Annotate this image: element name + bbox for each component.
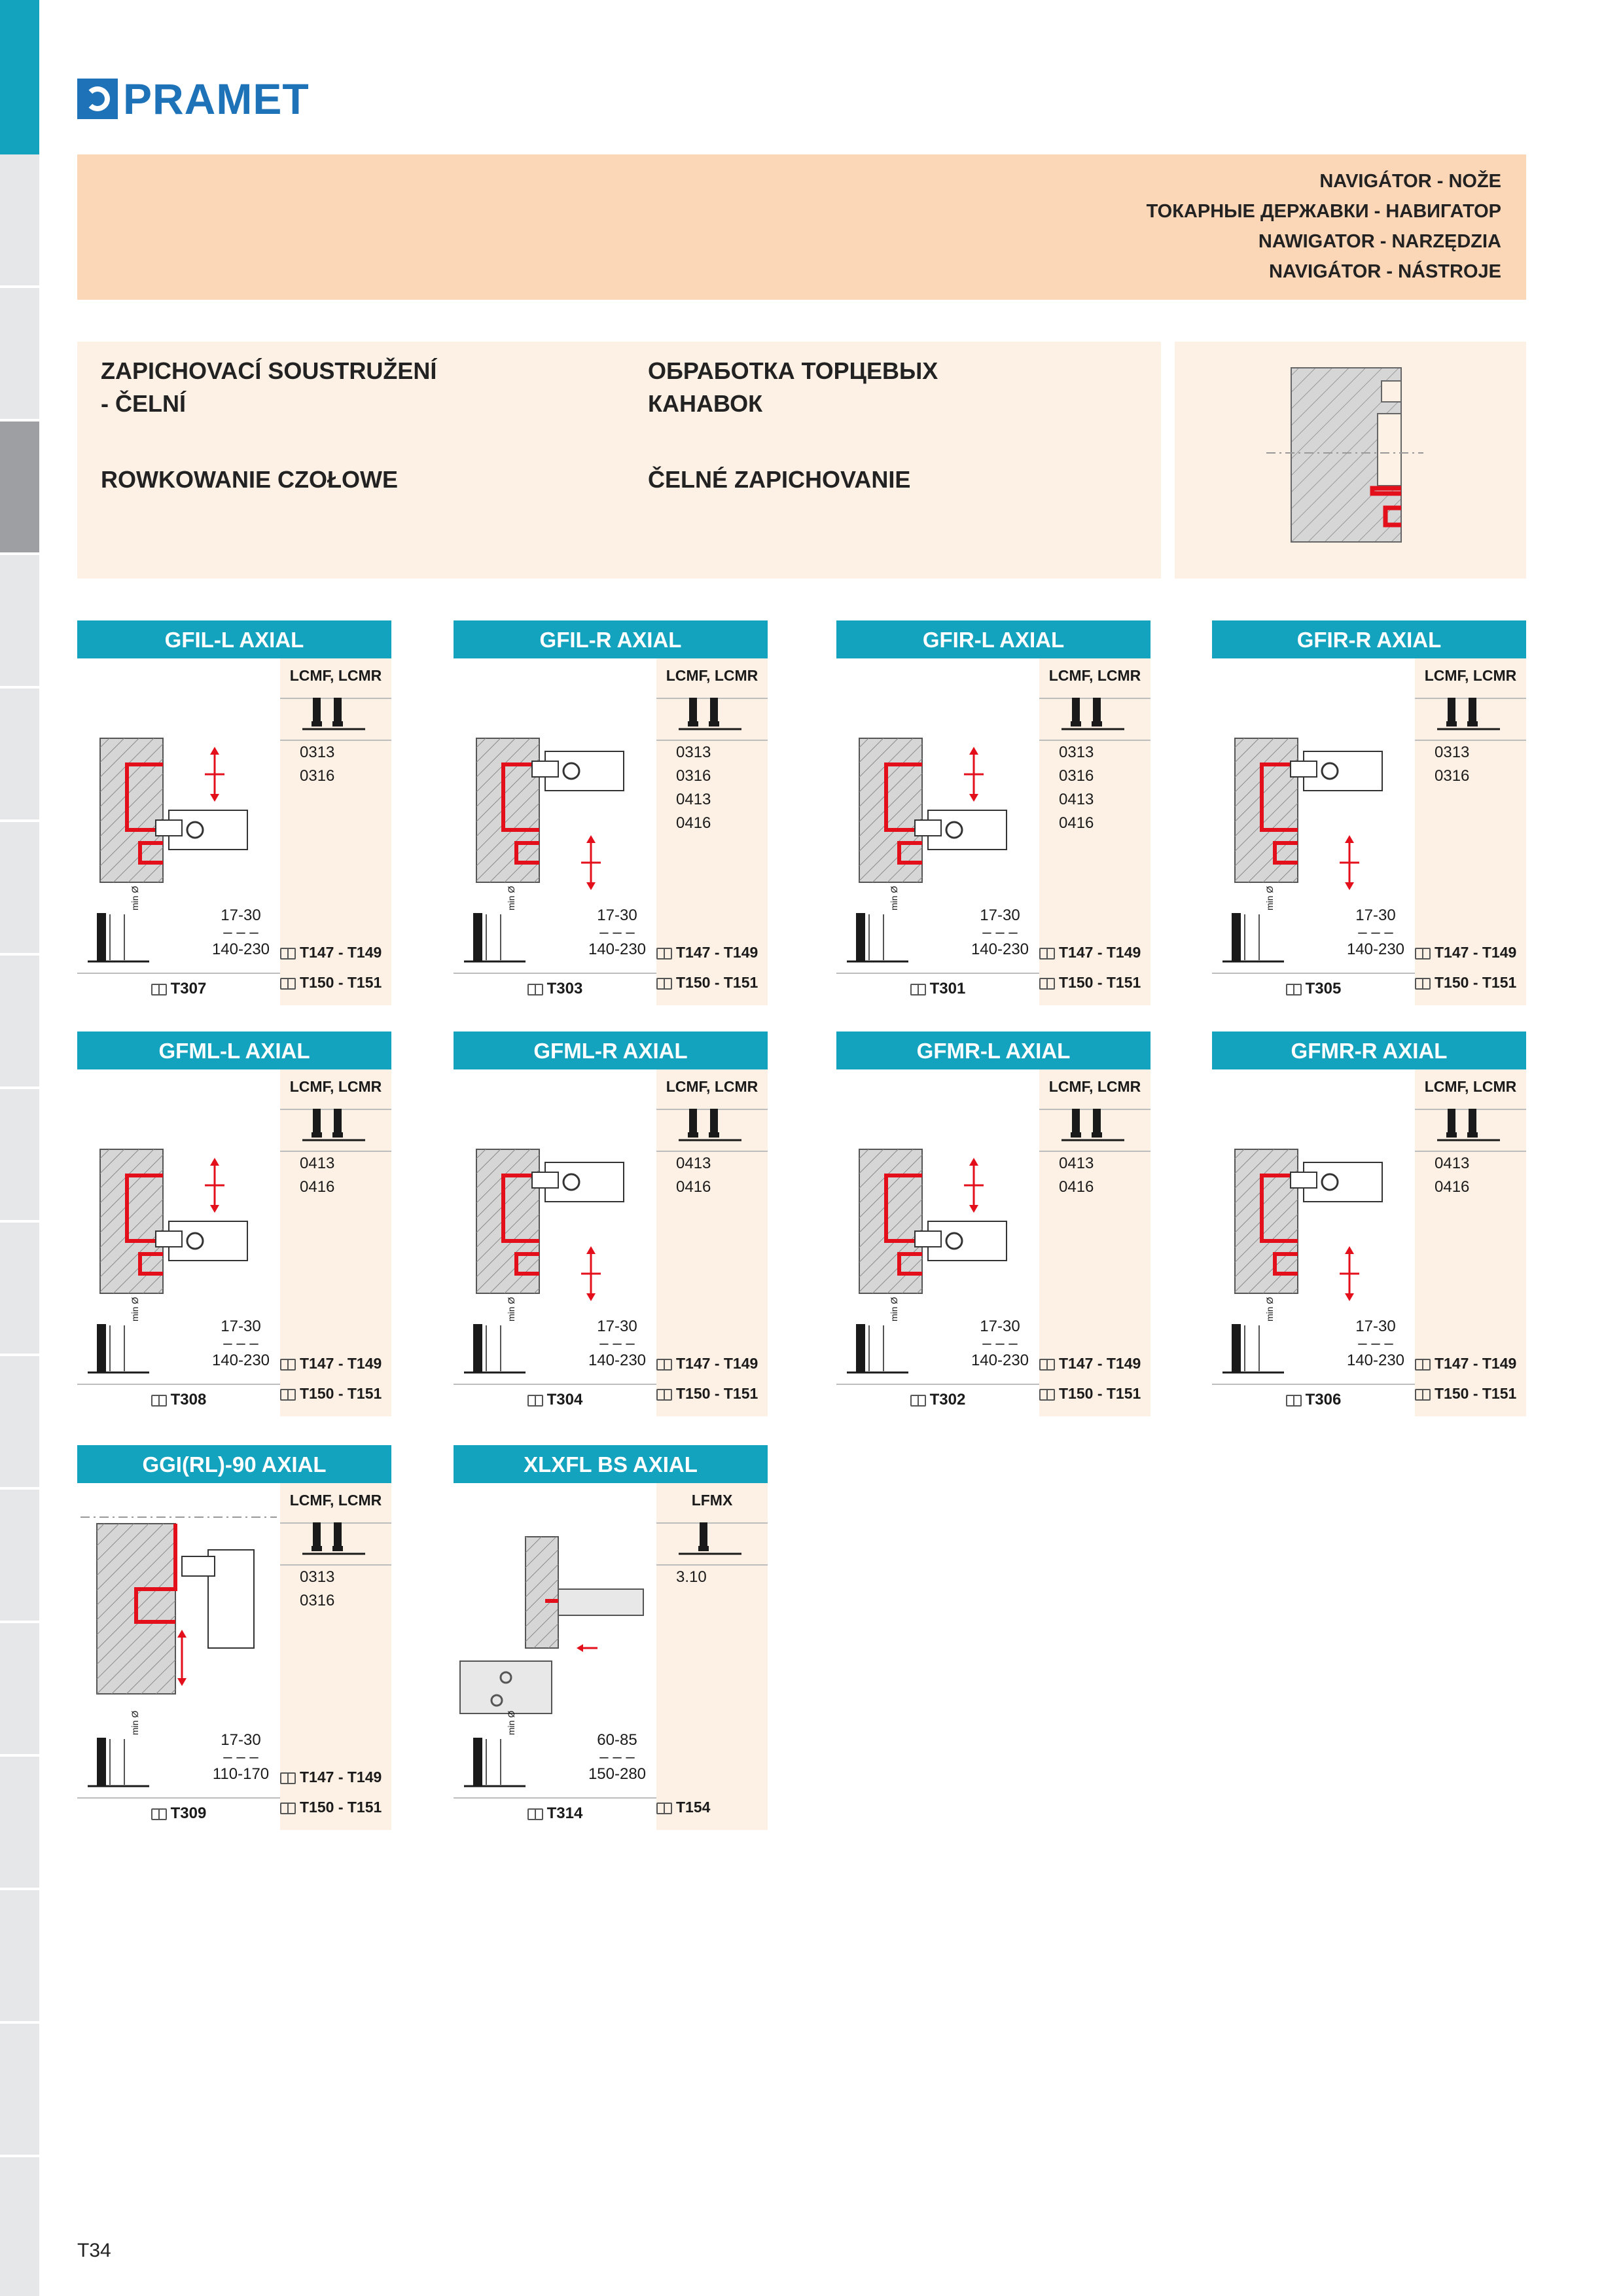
- insert-grades: LCMF, LCMR: [1424, 1078, 1517, 1095]
- tool-drawing-area: [454, 1491, 656, 1733]
- sidebar-tab[interactable]: [0, 1356, 39, 1490]
- divider: [454, 1797, 656, 1799]
- tool-drawing-area: [77, 666, 280, 908]
- insert-icon: [1059, 1106, 1131, 1144]
- insert-size: 0416: [676, 814, 711, 832]
- book-icon: [151, 984, 167, 996]
- insert-page-ref[interactable]: T147 - T149: [1415, 942, 1526, 962]
- tool-drawing-area: [77, 1491, 280, 1733]
- face-groove-diagram: [1175, 342, 1526, 579]
- axial-range: 17-30: [221, 1731, 261, 1749]
- tool-card[interactable]: [77, 620, 391, 1005]
- insert-grades: LFMX: [691, 1492, 733, 1509]
- book-icon: [280, 1772, 296, 1784]
- insert-shape: [300, 1520, 372, 1561]
- insert-page-ref[interactable]: T147 - T149: [1039, 942, 1150, 962]
- diameter-range-values: 140-230: [971, 1352, 1029, 1369]
- axial-range: 17-30: [1355, 1318, 1396, 1335]
- sidebar-tab[interactable]: [0, 689, 39, 822]
- insert-icon: [1059, 695, 1131, 733]
- dash-separator: – – –: [599, 1748, 635, 1766]
- diameter-range-values: 140-230: [588, 941, 647, 958]
- tool-card-title[interactable]: GFMR-L AXIAL: [836, 1031, 1150, 1069]
- insert-page-ref-2[interactable]: T150 - T151: [280, 973, 391, 992]
- book-icon: [1039, 1389, 1055, 1401]
- insert-page-ref[interactable]: T147 - T149: [656, 942, 768, 962]
- insert-grades: LCMF, LCMR: [289, 667, 382, 684]
- axial-range: 17-30: [221, 1318, 261, 1335]
- header-line-ru: ТОКАРНЫЕ ДЕРЖАВКИ - НАВИГАТОР: [1146, 201, 1501, 222]
- divider: [77, 973, 280, 974]
- divider: [836, 1384, 1039, 1385]
- book-icon: [151, 1395, 167, 1407]
- diameter-range-icon: [1212, 1315, 1291, 1380]
- tool-drawing: [836, 666, 1039, 908]
- insert-grades: LCMF, LCMR: [1048, 667, 1141, 684]
- diameter-values: [202, 1318, 280, 1369]
- insert-grades: LCMF, LCMR: [666, 1078, 758, 1095]
- dash-separator: – – –: [599, 1335, 635, 1352]
- tool-card-body: [836, 658, 1150, 1005]
- insert-size: 3.10: [676, 1568, 707, 1586]
- insert-page-ref-2[interactable]: T150 - T151: [1039, 1384, 1150, 1403]
- page-number: T34: [77, 2240, 111, 2261]
- insert-page-ref[interactable]: T147 - T149: [280, 1354, 391, 1373]
- insert-size: 0413: [1435, 1155, 1470, 1172]
- tool-card[interactable]: [454, 1445, 768, 1830]
- insert-sizes: [280, 1566, 391, 1613]
- insert-size: 0316: [676, 767, 711, 785]
- holder-page-ref[interactable]: T314: [454, 1804, 656, 1823]
- divider: [77, 1797, 280, 1799]
- intro-title-pl: ROWKOWANIE CZOŁOWE: [101, 466, 398, 493]
- diameter-values: [961, 907, 1039, 958]
- tool-card-title[interactable]: GFMR-R AXIAL: [1212, 1031, 1526, 1069]
- insert-page-ref-2[interactable]: T150 - T151: [280, 1384, 391, 1403]
- tool-drawing: [1212, 666, 1415, 908]
- insert-grades: LCMF, LCMR: [289, 1078, 382, 1095]
- tool-card-body: [836, 1069, 1150, 1416]
- diameter-values: [578, 1318, 656, 1369]
- insert-sizes: [280, 741, 391, 788]
- dash-separator: – – –: [982, 924, 1018, 941]
- insert-shape: [676, 695, 748, 736]
- book-icon: [280, 978, 296, 990]
- axial-range: 17-30: [597, 1318, 637, 1335]
- axial-range: 17-30: [980, 906, 1020, 924]
- diameter-values: [578, 907, 656, 958]
- insert-page-ref-2[interactable]: T150 - T151: [656, 1384, 768, 1403]
- diameter-range-icon: [454, 904, 532, 969]
- pramet-logo: [77, 76, 310, 122]
- sidebar-accent: [0, 0, 39, 154]
- tool-card-body: [77, 1483, 391, 1830]
- insert-size: 0316: [300, 1592, 335, 1609]
- book-icon: [1415, 1389, 1431, 1401]
- axial-range: 17-30: [1355, 906, 1396, 924]
- insert-size: 0313: [300, 1568, 335, 1586]
- insert-icon: [300, 1520, 372, 1558]
- insert-icon: [1435, 1106, 1507, 1144]
- tool-drawing: [454, 1491, 656, 1733]
- insert-page-ref-2[interactable]: T150 - T151: [1415, 973, 1526, 992]
- sidebar-tab[interactable]: [0, 1223, 39, 1356]
- insert-shape: [1435, 1106, 1507, 1147]
- insert-page-ref[interactable]: T147 - T149: [656, 1354, 768, 1373]
- tool-card[interactable]: [1212, 620, 1526, 1005]
- holder-page-ref[interactable]: T302: [836, 1390, 1039, 1410]
- face-grooving-illustration: [1175, 342, 1526, 579]
- intro-title-sk: ČELNÉ ZAPICHOVANIE: [648, 466, 911, 493]
- min-diameter-label: min Ø: [1264, 886, 1275, 910]
- diameter-range-values: 140-230: [1346, 941, 1405, 958]
- tool-card[interactable]: [77, 1445, 391, 1830]
- tool-card-title[interactable]: GFIR-R AXIAL: [1212, 620, 1526, 658]
- book-icon: [1415, 1359, 1431, 1371]
- dash-separator: – – –: [982, 1335, 1018, 1352]
- insert-icon: [676, 1520, 748, 1558]
- tool-drawing: [1212, 1077, 1415, 1319]
- tool-card-title[interactable]: GFIL-L AXIAL: [77, 620, 391, 658]
- insert-sizes: [1415, 741, 1526, 788]
- diameter-values: [961, 1318, 1039, 1369]
- sidebar-tab[interactable]: [0, 1757, 39, 1890]
- tool-card-title[interactable]: GFIL-R AXIAL: [454, 620, 768, 658]
- insert-sizes: [1039, 1152, 1150, 1199]
- diameter-range-values: 140-230: [211, 1352, 270, 1369]
- book-icon: [280, 1803, 296, 1814]
- book-icon: [527, 1395, 543, 1407]
- tool-drawing-area: [1212, 666, 1415, 908]
- diameter-range-values: 140-230: [971, 941, 1029, 958]
- tool-card-body: [1212, 1069, 1526, 1416]
- tool-card-title[interactable]: GFML-R AXIAL: [454, 1031, 768, 1069]
- diameter-range-icon: [454, 1315, 532, 1380]
- insert-size: 0413: [1059, 791, 1094, 808]
- axial-range: 17-30: [221, 906, 261, 924]
- diameter-range-icon: [1212, 904, 1291, 969]
- holder-page-ref[interactable]: T306: [1212, 1390, 1415, 1410]
- insert-page-ref[interactable]: T147 - T149: [1039, 1354, 1150, 1373]
- sidebar-tab[interactable]: [0, 822, 39, 956]
- book-icon: [1039, 1359, 1055, 1371]
- diameter-range-icon: [836, 1315, 915, 1380]
- insert-size: 0316: [1435, 767, 1470, 785]
- sidebar-tab[interactable]: [0, 1490, 39, 1623]
- tool-drawing-area: [1212, 1077, 1415, 1319]
- tool-drawing-area: [836, 1077, 1039, 1319]
- tool-card-title[interactable]: GFML-L AXIAL: [77, 1031, 391, 1069]
- holder-page-ref[interactable]: T307: [77, 979, 280, 999]
- diameter-range-values: 110-170: [212, 1765, 270, 1783]
- book-icon: [656, 1359, 672, 1371]
- diameter-range-icon: [836, 904, 915, 969]
- insert-grades: LCMF, LCMR: [666, 667, 758, 684]
- tool-drawing-area: [454, 1077, 656, 1319]
- holder-page-ref[interactable]: T303: [454, 979, 656, 999]
- insert-size: 0413: [676, 1155, 711, 1172]
- book-icon: [280, 1389, 296, 1401]
- insert-shape: [676, 1520, 748, 1561]
- insert-shape: [300, 695, 372, 736]
- insert-size: 0316: [1059, 767, 1094, 785]
- insert-icon: [1435, 695, 1507, 733]
- axial-range: 17-30: [597, 906, 637, 924]
- tool-card-body: [454, 1069, 768, 1416]
- brand-name: PRAMET: [123, 75, 310, 123]
- insert-size: 0316: [300, 767, 335, 785]
- tool-card[interactable]: [836, 1031, 1150, 1416]
- sidebar-tab[interactable]: [0, 956, 39, 1089]
- diameter-values: [578, 1732, 656, 1783]
- min-diameter-label: min Ø: [506, 1297, 516, 1321]
- min-diameter-label: min Ø: [130, 886, 140, 910]
- divider: [1212, 973, 1415, 974]
- axial-range: 17-30: [980, 1318, 1020, 1335]
- dash-separator: – – –: [223, 924, 259, 941]
- header-line-sk: NAVIGÁTOR - NÁSTROJE: [1268, 261, 1501, 282]
- insert-icon: [300, 1106, 372, 1144]
- tool-drawing: [77, 666, 280, 908]
- insert-shape: [676, 1106, 748, 1147]
- tool-card-body: [454, 1483, 768, 1830]
- tool-card-title[interactable]: GGI(RL)-90 AXIAL: [77, 1445, 391, 1483]
- tool-drawing-area: [77, 1077, 280, 1319]
- sidebar-tab[interactable]: [0, 154, 39, 288]
- insert-size: 0416: [1059, 1178, 1094, 1196]
- insert-sizes: [656, 1152, 768, 1199]
- book-icon: [656, 1389, 672, 1401]
- pramet-logo-icon: [77, 79, 118, 119]
- tool-card-body: [1212, 658, 1526, 1005]
- insert-sizes: [656, 1566, 768, 1589]
- divider: [454, 1384, 656, 1385]
- insert-page-ref-2[interactable]: T150 - T151: [1039, 973, 1150, 992]
- axial-range: 60-85: [597, 1731, 637, 1749]
- insert-size: 0416: [676, 1178, 711, 1196]
- book-icon: [527, 1808, 543, 1820]
- book-icon: [656, 948, 672, 960]
- dash-separator: – – –: [599, 924, 635, 941]
- diameter-range-values: 140-230: [588, 1352, 647, 1369]
- book-icon: [280, 948, 296, 960]
- sidebar-index: [0, 0, 39, 2296]
- insert-icon: [676, 695, 748, 733]
- tool-card-body: [77, 1069, 391, 1416]
- header-line-cz: NAVIGÁTOR - NOŽE: [1319, 171, 1501, 192]
- insert-size: 0413: [676, 791, 711, 808]
- tool-drawing: [77, 1491, 280, 1733]
- tool-card[interactable]: [77, 1031, 391, 1416]
- book-icon: [1415, 948, 1431, 960]
- divider: [836, 973, 1039, 974]
- min-diameter-label: min Ø: [1264, 1297, 1275, 1321]
- intro-title-ru: ОБРАБОТКА ТОРЦЕВЫХ КАНАВОК: [648, 357, 938, 417]
- min-diameter-label: min Ø: [130, 1710, 140, 1735]
- book-icon: [280, 1359, 296, 1371]
- insert-size: 0313: [1435, 744, 1470, 761]
- holder-page-ref[interactable]: T304: [454, 1390, 656, 1410]
- divider: [454, 973, 656, 974]
- insert-size: 0416: [1435, 1178, 1470, 1196]
- insert-size: 0313: [676, 744, 711, 761]
- diameter-range-icon: [77, 1315, 156, 1380]
- insert-shape: [1059, 695, 1131, 736]
- insert-grades: LCMF, LCMR: [1424, 667, 1517, 684]
- insert-size: 0416: [1059, 814, 1094, 832]
- diameter-range-values: 150-280: [588, 1765, 647, 1783]
- divider: [77, 1384, 280, 1385]
- book-icon: [656, 978, 672, 990]
- tool-drawing-area: [454, 666, 656, 908]
- insert-grades: LCMF, LCMR: [289, 1492, 382, 1509]
- book-icon: [151, 1808, 167, 1820]
- book-icon: [1039, 978, 1055, 990]
- tool-card[interactable]: [1212, 1031, 1526, 1416]
- insert-grades: LCMF, LCMR: [1048, 1078, 1141, 1095]
- intro-title-cz: ZAPICHOVACÍ SOUSTRUŽENÍ - ČELNÍ: [101, 357, 437, 417]
- holder-page-ref[interactable]: T305: [1212, 979, 1415, 999]
- tool-card-body: [454, 658, 768, 1005]
- tool-drawing: [836, 1077, 1039, 1319]
- insert-shape: [300, 1106, 372, 1147]
- navigator-header: [77, 154, 1526, 300]
- divider: [1212, 1384, 1415, 1385]
- tool-card-title[interactable]: XLXFL BS AXIAL: [454, 1445, 768, 1483]
- intro-panel: [77, 342, 1161, 579]
- insert-page-ref[interactable]: T147 - T149: [1415, 1354, 1526, 1373]
- book-icon: [527, 984, 543, 996]
- insert-shape: [1435, 695, 1507, 736]
- sidebar-tab-active[interactable]: [0, 422, 39, 555]
- tool-drawing: [454, 1077, 656, 1319]
- tool-drawing: [454, 666, 656, 908]
- sidebar-tab[interactable]: [0, 1890, 39, 2024]
- insert-size: 0313: [1059, 744, 1094, 761]
- insert-size: 0416: [300, 1178, 335, 1196]
- book-icon: [1415, 978, 1431, 990]
- diameter-range-icon: [77, 1729, 156, 1794]
- book-icon: [910, 984, 926, 996]
- tool-card[interactable]: [836, 620, 1150, 1005]
- insert-sizes: [1039, 741, 1150, 835]
- diameter-values: [1336, 1318, 1415, 1369]
- tool-card[interactable]: [454, 1031, 768, 1416]
- insert-icon: [676, 1106, 748, 1144]
- insert-sizes: [1415, 1152, 1526, 1199]
- tool-drawing: [77, 1077, 280, 1319]
- tool-card[interactable]: [454, 620, 768, 1005]
- dash-separator: – – –: [1358, 1335, 1393, 1352]
- book-icon: [1286, 1395, 1302, 1407]
- book-icon: [1286, 984, 1302, 996]
- holder-page-ref[interactable]: T308: [77, 1390, 280, 1410]
- min-diameter-label: min Ø: [889, 886, 899, 910]
- insert-page-ref-2[interactable]: T150 - T151: [280, 1797, 391, 1817]
- insert-sizes: [280, 1152, 391, 1199]
- insert-page-ref[interactable]: T147 - T149: [280, 1767, 391, 1787]
- dash-separator: – – –: [1358, 924, 1393, 941]
- dash-separator: – – –: [223, 1335, 259, 1352]
- insert-sizes: [656, 741, 768, 835]
- book-icon: [1039, 948, 1055, 960]
- insert-page-ref-2[interactable]: T154: [656, 1797, 768, 1817]
- insert-icon: [300, 695, 372, 733]
- holder-page-ref[interactable]: T301: [836, 979, 1039, 999]
- insert-page-ref-2[interactable]: T150 - T151: [1415, 1384, 1526, 1403]
- min-diameter-label: min Ø: [506, 1710, 516, 1735]
- insert-page-ref[interactable]: T147 - T149: [280, 942, 391, 962]
- min-diameter-label: min Ø: [130, 1297, 140, 1321]
- holder-page-ref[interactable]: T309: [77, 1804, 280, 1823]
- sidebar-tab[interactable]: [0, 555, 39, 689]
- sidebar-tab[interactable]: [0, 1089, 39, 1223]
- dash-separator: – – –: [223, 1748, 259, 1766]
- diameter-range-values: 140-230: [1346, 1352, 1405, 1369]
- insert-size: 0413: [1059, 1155, 1094, 1172]
- diameter-range-icon: [77, 904, 156, 969]
- sidebar-tab[interactable]: [0, 288, 39, 422]
- insert-shape: [1059, 1106, 1131, 1147]
- book-icon: [656, 1803, 672, 1814]
- min-diameter-label: min Ø: [889, 1297, 899, 1321]
- tool-card-body: [77, 658, 391, 1005]
- diameter-range-values: 140-230: [211, 941, 270, 958]
- tool-drawing-area: [836, 666, 1039, 908]
- sidebar-tab[interactable]: [0, 1623, 39, 1757]
- insert-size: 0313: [300, 744, 335, 761]
- book-icon: [910, 1395, 926, 1407]
- min-diameter-label: min Ø: [506, 886, 516, 910]
- tool-card-title[interactable]: GFIR-L AXIAL: [836, 620, 1150, 658]
- header-line-pl: NAWIGATOR - NARZĘDZIA: [1258, 231, 1501, 252]
- sidebar-tab[interactable]: [0, 2024, 39, 2157]
- diameter-values: [202, 1732, 280, 1783]
- diameter-range-icon: [454, 1729, 532, 1794]
- diameter-values: [202, 907, 280, 958]
- insert-page-ref-2[interactable]: T150 - T151: [656, 973, 768, 992]
- insert-size: 0413: [300, 1155, 335, 1172]
- header-lines: [1147, 166, 1501, 287]
- diameter-values: [1336, 907, 1415, 958]
